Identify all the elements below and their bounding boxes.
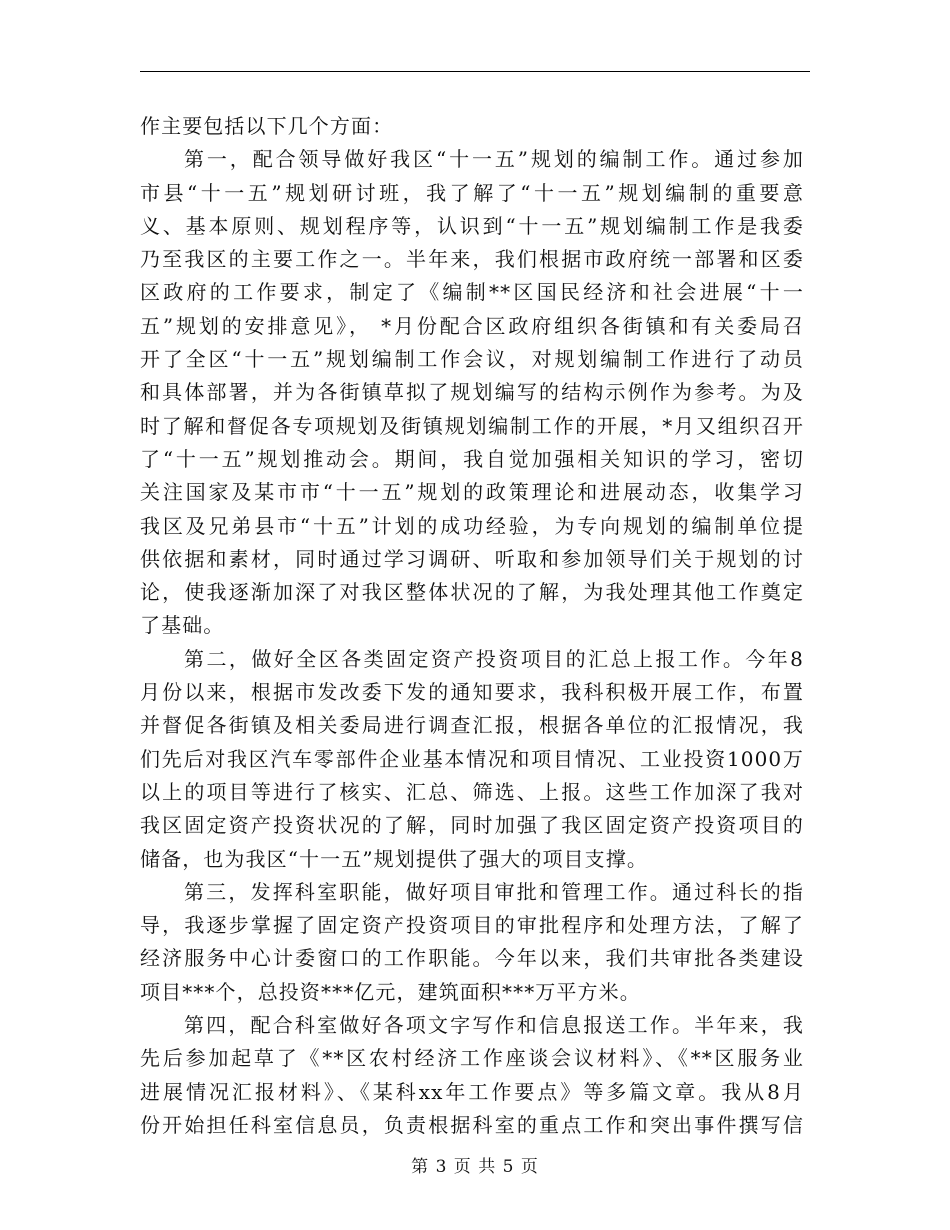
text-line: 义、基本原则、规划程序等，认识到“十一五”规划编制工作是我委 bbox=[140, 213, 804, 238]
text-line: 经济服务中心计委窗口的工作职能。今年以来，我们共审批各类建设 bbox=[140, 946, 804, 971]
text-line: 我区及兄弟县市“十五”计划的成功经验，为专向规划的编制单位提 bbox=[140, 513, 804, 538]
text-line: 月份以来，根据市发改委下发的通知要求，我科积极开展工作，布置 bbox=[140, 680, 804, 705]
paragraph-last-line: 项目***个，总投资***亿元，建筑面积***万平方米。 bbox=[140, 979, 641, 1004]
paragraph-first-line: 第二，做好全区各类固定资产投资项目的汇总上报工作。今年8 bbox=[184, 646, 804, 671]
text-line: 进展情况汇报材料》、《某科xx年工作要点》等多篇文章。我从8月 bbox=[140, 1079, 804, 1104]
text-line: 论，使我逐渐加深了对我区整体状况的了解，为我处理其他工作奠定 bbox=[140, 580, 804, 605]
text-line: 并督促各街镇及相关委局进行调查汇报，根据各单位的汇报情况，我 bbox=[140, 713, 804, 738]
text-line: 区政府的工作要求，制定了《编制**区国民经济和社会进展“十一 bbox=[140, 280, 804, 305]
text-line: 关注国家及某市市“十一五”规划的政策理论和进展动态，收集学习 bbox=[140, 480, 804, 505]
text-line: 乃至我区的主要工作之一。半年来，我们根据市政府统一部署和区委 bbox=[140, 247, 804, 272]
text-line: 五”规划的安排意见》， *月份配合区政府组织各街镇和有关委局召 bbox=[140, 313, 804, 338]
text-line: 开了全区“十一五”规划编制工作会议，对规划编制工作进行了动员 bbox=[140, 347, 804, 372]
page-footer bbox=[0, 1152, 950, 1177]
text-line: 导，我逐步掌握了固定资产投资项目的审批程序和处理方法，了解了 bbox=[140, 913, 804, 938]
text-line: 时了解和督促各专项规划及街镇规划编制工作的开展，*月又组织召开 bbox=[140, 413, 804, 438]
text-line: 们先后对我区汽车零部件企业基本情况和项目情况、工业投资1000万 bbox=[140, 746, 804, 771]
text-line: 先后参加起草了《**区农村经济工作座谈会议材料》、《**区服务业 bbox=[140, 1046, 804, 1071]
paragraph-last-line: 了基础。 bbox=[140, 613, 225, 638]
text-line: 以上的项目等进行了核实、汇总、筛选、上报。这些工作加深了我对 bbox=[140, 779, 804, 804]
document-body bbox=[140, 110, 804, 1142]
text-line: 供依据和素材，同时通过学习调研、听取和参加领导们关于规划的讨 bbox=[140, 546, 804, 571]
text-line: 作主要包括以下几个方面： bbox=[140, 114, 394, 138]
text-line: 和具体部署，并为各街镇草拟了规划编写的结构示例作为参考。为及 bbox=[140, 380, 804, 405]
paragraph-first-line: 第三，发挥科室职能，做好项目审批和管理工作。通过科长的指 bbox=[184, 879, 804, 904]
page-number: 第 3 页 共 5 页 bbox=[411, 1157, 539, 1177]
text-line: 市县“十一五”规划研讨班，我了解了“十一五”规划编制的重要意 bbox=[140, 180, 804, 205]
paragraph-first-line: 第一，配合领导做好我区“十一五”规划的编制工作。通过参加 bbox=[184, 147, 804, 172]
header-rule bbox=[140, 71, 810, 72]
text-line: 份开始担任科室信息员，负责根据科室的重点工作和突出事件撰写信 bbox=[140, 1112, 804, 1137]
paragraph-first-line: 第四，配合科室做好各项文字写作和信息报送工作。半年来，我 bbox=[184, 1013, 804, 1038]
text-line: 我区固定资产投资状况的了解，同时加强了我区固定资产投资项目的 bbox=[140, 813, 804, 838]
text-line: 了“十一五”规划推动会。期间，我自觉加强相关知识的学习，密切 bbox=[140, 446, 804, 471]
paragraph-last-line: 储备，也为我区“十一五”规划提供了强大的项目支撑。 bbox=[140, 846, 648, 871]
